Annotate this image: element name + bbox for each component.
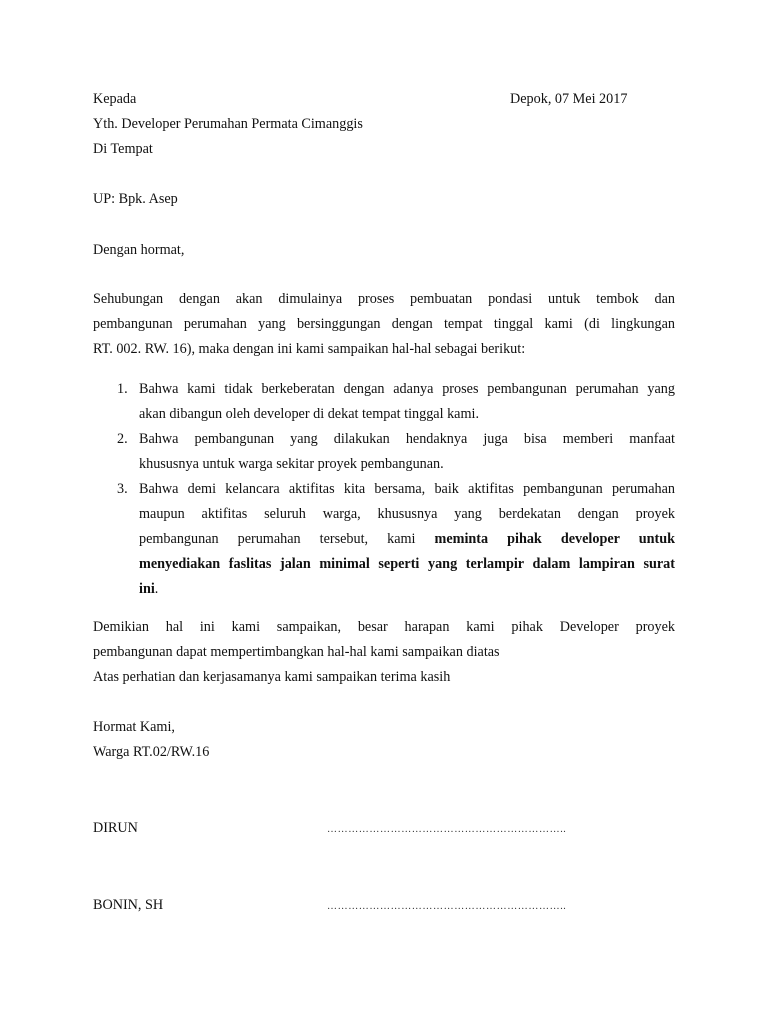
closing-line-1: Demikian hal ini kami sampaikan, besar harapan kami pihak Developer proyek — [93, 619, 675, 635]
point-3-line-3 — [139, 531, 675, 548]
point-1-line-1: Bahwa kami tidak berkeberatan dengan adanya proses pembangunan perumahan yang — [139, 381, 675, 397]
point-2-line-2: khususnya untuk warga sekitar proyek pembangunan. — [139, 456, 444, 472]
intro-line-1: Sehubungan dengan akan dimulainya proses pembuatan pondasi untuk tembok dan — [93, 291, 675, 307]
point-3-line-5 — [139, 581, 158, 598]
regards: Hormat Kami, — [93, 719, 175, 735]
attention-line: UP: Bpk. Asep — [93, 191, 178, 207]
point-3-line-5-bold: ini — [139, 581, 155, 597]
signatory-1-signature-line: ………………………………………………………….. — [327, 824, 567, 835]
closing-line-2: pembangunan dapat mempertimbangkan hal-hal kami sampaikan diatas — [93, 644, 500, 660]
recipient: Yth. Developer Perumahan Permata Cimanggis — [93, 116, 363, 132]
place-date: Depok, 07 Mei 2017 — [510, 91, 628, 107]
recipient-location: Di Tempat — [93, 141, 153, 157]
intro-line-2: pembangunan perumahan yang bersinggungan dengan tempat tinggal kami (di lingkungan — [93, 316, 675, 332]
intro-line-3: RT. 002. RW. 16), maka dengan ini kami sampaikan hal-hal sebagai berikut: — [93, 341, 526, 357]
point-3-line-4: menyediakan faslitas jalan minimal seperti yang terlampir dalam lampiran surat — [139, 556, 675, 572]
point-2-line-1: Bahwa pembangunan yang dilakukan hendaknya juga bisa memberi manfaat — [139, 431, 675, 447]
sender-group: Warga RT.02/RW.16 — [93, 744, 210, 760]
point-3-line-3-bold: meminta pihak developer untuk — [434, 531, 675, 547]
point-3-line-5-end: . — [154, 581, 159, 597]
salutation: Dengan hormat, — [93, 242, 185, 258]
point-3-line-2: maupun aktifitas seluruh warga, khususnya yang berdekatan dengan proyek — [139, 506, 675, 522]
point-1-number: 1. — [117, 381, 128, 397]
closing-line-3: Atas perhatian dan kerjasamanya kami sampaikan terima kasih — [93, 669, 451, 685]
point-1-line-2: akan dibangun oleh developer di dekat tempat tinggal kami. — [139, 406, 480, 422]
point-3-number: 3. — [117, 481, 128, 497]
addressee-label: Kepada — [93, 91, 137, 107]
point-3-line-1: Bahwa demi kelancara aktifitas kita bersama, baik aktifitas pembangunan perumahan — [139, 481, 675, 497]
signatory-2-name: BONIN, SH — [93, 897, 164, 913]
signatory-2-signature-line: ………………………………………………………….. — [327, 901, 567, 912]
signatory-1-name: DIRUN — [93, 820, 138, 836]
point-3-line-3-normal: pembangunan perumahan tersebut, kami — [139, 531, 435, 547]
point-2-number: 2. — [117, 431, 128, 447]
